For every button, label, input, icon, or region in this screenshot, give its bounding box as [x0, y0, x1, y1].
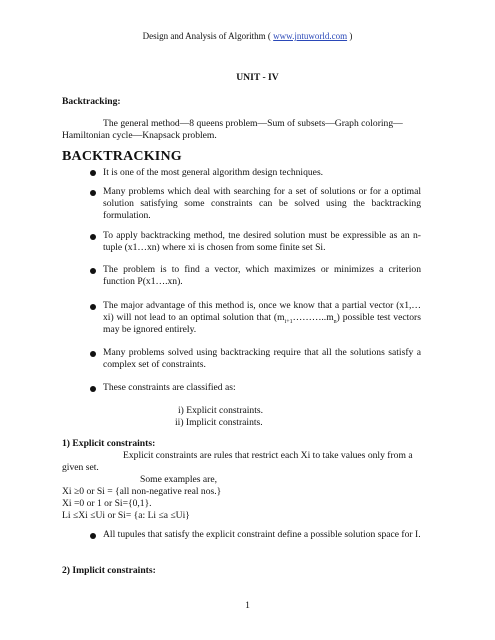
constraint-class-2: ii) Implicit constraints. [175, 417, 263, 428]
example-line: Xi =0 or 1 or Si={0,1}. [62, 498, 152, 509]
unit-title: UNIT - IV [236, 72, 279, 83]
section-heading-backtracking: Backtracking: [62, 96, 121, 107]
bullet-item: The problem is to find a vector, which maximizes or minimizes a criterion function P(x1….xn). [103, 264, 421, 287]
bullet-item: All tupules that satisfy the explicit constraint define a possible solution space for I. [103, 529, 421, 540]
bullet-icon [90, 268, 96, 274]
bullet-icon [90, 190, 96, 196]
advantage-text-pre: The major advantage of this method is, once we know that a partial vector (x1,…xi) will not lead to an optimal solution that (m [103, 300, 421, 323]
bullet-item: Many problems solved using backtracking require that all the solutions satisfy a complex set of constraints. [103, 347, 421, 370]
bullet-icon [90, 304, 96, 310]
example-line: Li ≤Xi ≤Ui or Si= {a: Li ≤a ≤Ui} [62, 510, 190, 521]
bullet-item: Many problems which deal with searching for a set of solutions or for a optimal solution satisfying some constraints can be solved using the backtracking formulation. [103, 186, 421, 221]
constraint-class-1: i) Explicit constraints. [178, 405, 263, 416]
bullet-icon [90, 533, 96, 539]
explicit-desc-line-2: given set. [62, 462, 99, 473]
advantage-text-post: ) possible test vectors may be ignored entirely. [103, 312, 421, 335]
intro-line-1: The general method—8 queens problem—Sum of subsets—Graph coloring— [103, 118, 403, 129]
implicit-heading: 2) Implicit constraints: [62, 565, 156, 576]
explicit-heading: 1) Explicit constraints: [62, 438, 156, 449]
advantage-subscript-1: i+1 [284, 318, 293, 325]
advantage-subscript-2: n [333, 318, 337, 325]
page-number: 1 [245, 600, 250, 611]
header-link[interactable]: www.jntuworld.com [273, 31, 348, 41]
main-heading: BACKTRACKING [62, 149, 182, 164]
header-suffix: ) [347, 31, 353, 41]
bullet-icon [90, 234, 96, 240]
explicit-desc-line-1: Explicit constraints are rules that restrict each Xi to take values only from a [123, 450, 413, 461]
bullet-item-advantage [103, 300, 421, 336]
advantage-text-mid: ………..m [292, 312, 334, 323]
example-line: Xi ≥0 or Si = {all non-negative real nos.} [62, 486, 222, 497]
bullet-item: To apply backtracking method, tne desired solution must be expressible as an n-tuple (x1…xn) where xi is chosen from some finite set Si. [103, 230, 421, 253]
bullet-item: These constraints are classified as: [103, 382, 236, 393]
intro-line-2: Hamiltonian cycle—Knapsack problem. [62, 130, 217, 141]
bullet-item: It is one of the most general algorithm design techniques. [103, 167, 324, 178]
page-header [0, 30, 495, 42]
bullet-icon [90, 386, 96, 392]
examples-label: Some examples are, [140, 474, 217, 485]
bullet-icon [90, 170, 96, 176]
bullet-icon [90, 351, 96, 357]
header-text: Design and Analysis of Algorithm ( [142, 31, 274, 41]
